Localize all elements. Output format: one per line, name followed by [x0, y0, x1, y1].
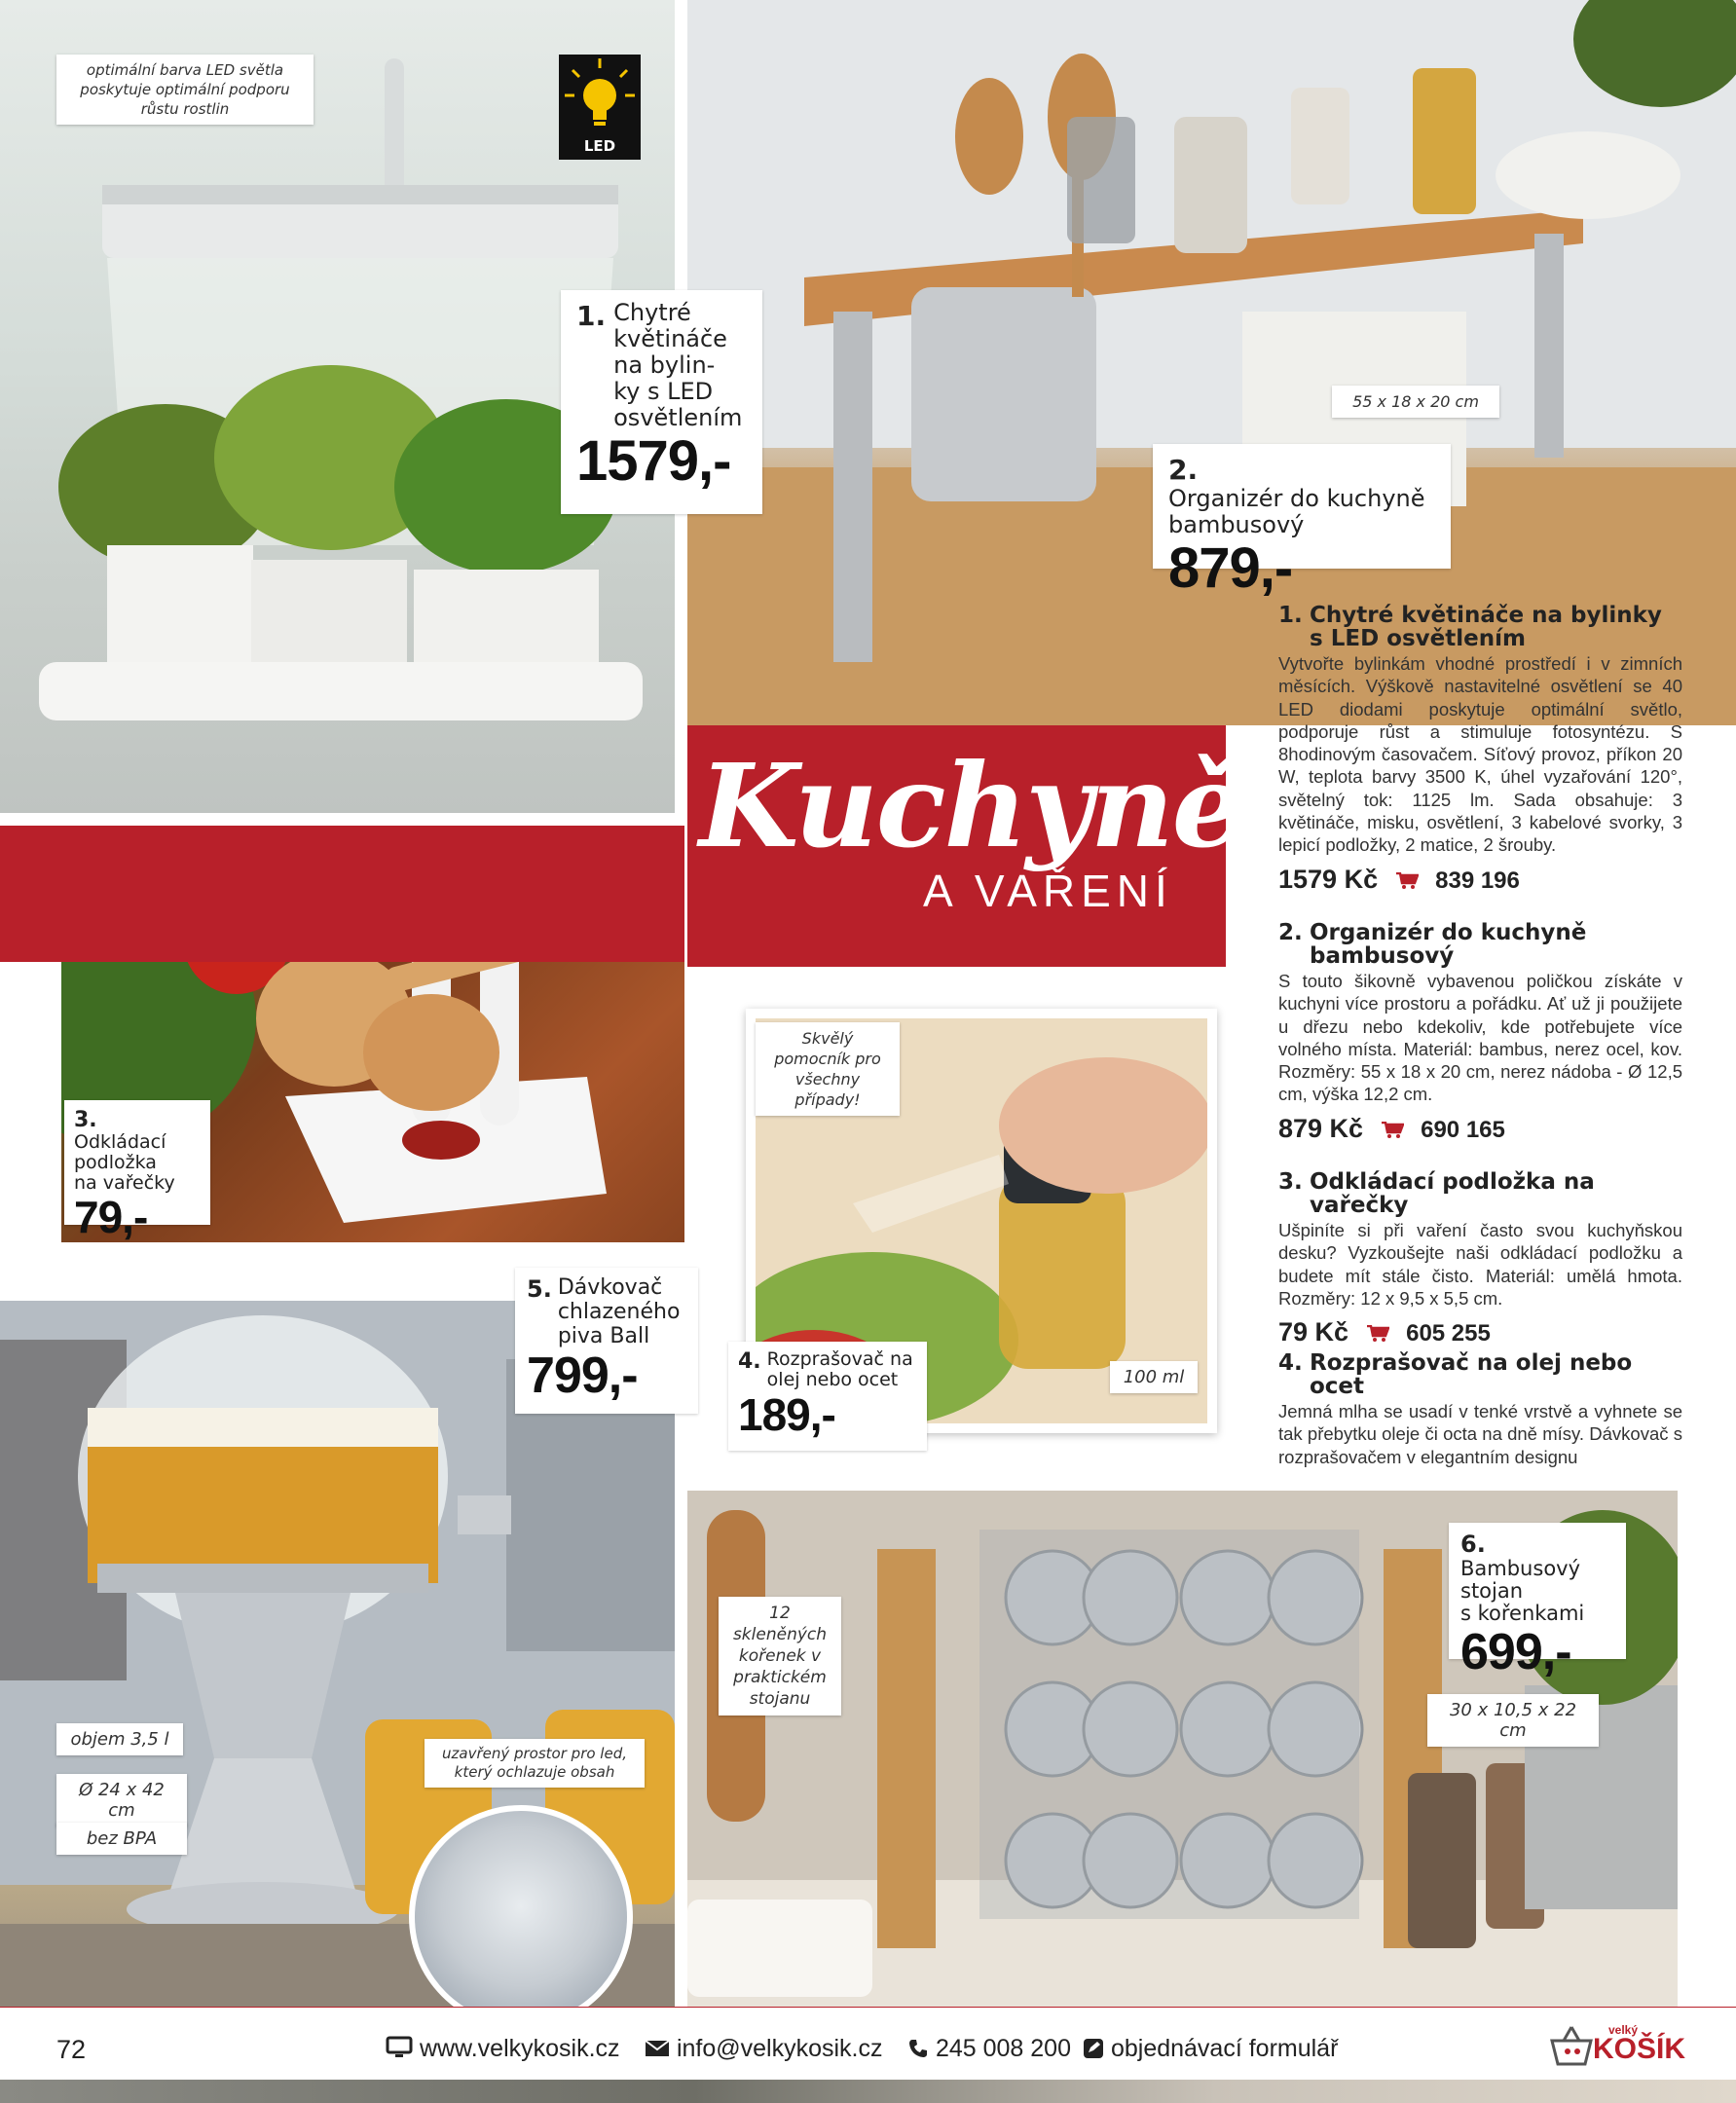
page-number: 72: [56, 2035, 87, 2064]
description-body: S touto šikovně vybavenou poličkou získáte v kuchyni více prostoru a pořádku. Ať už ji použijete u dřezu nebo kdekoliv, kde potřebujete více volného místa. Materiál: bambus, nerez ocel, kov. Rozměry: 55 x 18 x 20 cm, nerez nádoba - Ø 12,5 cm, výška 12,2 cm.: [1278, 971, 1682, 1105]
spice-jars-note: 12 skleněných kořenek v praktickém stojanu: [719, 1597, 841, 1716]
description-number: 1.: [1278, 603, 1303, 628]
beer-size-note: Ø 24 x 42 cm: [56, 1774, 187, 1826]
product-number: 5.: [527, 1275, 552, 1303]
description-body: Vytvořte bylinkám vhodné prostředí i v zimních měsících. Výškově nastavitelné osvětlení se 40 LED diodami poskytuje optimální světlo, podporuje růst a stimuluje fotosyntézu. S 8hodinovým časovačem. Síťový provoz, příkon 20 W, teplota barvy 3500 K, úhel vyzařování 120°, světelný tok: 1125 lm. Sada obsahuje: 3 květináče, misku, osvětlení, 3 kabelové svorky, 3 lepicí podložky, 2 matice, 2 šrouby.: [1278, 653, 1682, 856]
led-badge-label: LED: [583, 137, 616, 155]
price-box-product-5: [515, 1268, 698, 1414]
description-body: Jemná mlha se usadí v tenké vrstvě a vyhnete se tak přebytku oleje či octa na dně mísy. Dávkovač s rozprašovačem v elegantním designu: [1278, 1401, 1682, 1467]
lightbulb-icon: [559, 55, 641, 132]
footer-email[interactable]: [645, 2035, 883, 2063]
phone-number[interactable]: 245 008 200: [935, 2035, 1071, 2062]
product-name: Odkládací podložka na vařečky: [74, 1131, 175, 1194]
beer-bpa-note: bez BPA: [56, 1823, 187, 1855]
footer-website[interactable]: [386, 2035, 620, 2063]
basket-logo-icon: [1548, 2025, 1595, 2068]
description-price: 879 Kč: [1278, 1113, 1364, 1143]
product-price: 79,-: [74, 1192, 148, 1242]
product-name: Bambusový stojan s kořenkami: [1460, 1557, 1585, 1625]
monitor-icon: [386, 2036, 413, 2059]
cart-icon: [1395, 872, 1419, 890]
product-name: Chytré květináče na bylin- ky s LED osvětlením: [613, 299, 743, 431]
cart-icon: [1366, 1325, 1389, 1343]
product-number: 4.: [738, 1349, 761, 1374]
product-number: 6.: [1460, 1531, 1486, 1558]
description-code: 605 255: [1406, 1320, 1491, 1347]
website-link[interactable]: www.velkykosik.cz: [419, 2035, 620, 2062]
price-box-product-4: [728, 1342, 927, 1451]
brand-logo: [1548, 2017, 1684, 2072]
form-icon: [1083, 2038, 1104, 2059]
phone-icon: [907, 2038, 929, 2059]
description-price: 1579 Kč: [1278, 864, 1379, 894]
spice-size-note: 30 x 10,5 x 22 cm: [1427, 1694, 1599, 1747]
product-price: 189,-: [738, 1389, 835, 1440]
product-name: Dávkovač chlazeného piva Ball: [557, 1275, 681, 1348]
bottom-photo-strip: [0, 2080, 1736, 2103]
description-title: Odkládací podložka na vařečky: [1310, 1169, 1595, 1218]
envelope-icon: [645, 2039, 670, 2058]
description-title: Organizér do kuchyně bambusový: [1310, 920, 1587, 969]
led-color-note: optimální barva LED světla poskytuje optimální podporu růstu rostlin: [56, 55, 314, 125]
price-box-product-2: [1153, 444, 1451, 600]
product-number: 3.: [74, 1108, 97, 1132]
description-title: Rozprašovač na olej nebo ocet: [1310, 1350, 1633, 1399]
product-name: Rozprašovač na olej nebo ocet: [766, 1348, 913, 1390]
description-product-3: [1278, 1170, 1682, 1348]
spray-volume-note: 100 ml: [1110, 1361, 1198, 1393]
logo-small-text: velký: [1608, 2023, 1639, 2037]
section-title-caps: A VAŘENÍ: [923, 866, 1173, 916]
email-link[interactable]: info@velkykosik.cz: [676, 2035, 883, 2062]
description-number: 4.: [1278, 1350, 1303, 1376]
description-code: 690 165: [1421, 1116, 1505, 1143]
beer-volume-note: objem 3,5 l: [56, 1723, 183, 1755]
description-number: 3.: [1278, 1169, 1303, 1195]
led-badge: [559, 55, 641, 160]
footer-order-form[interactable]: [1083, 2035, 1338, 2063]
description-title: Chytré květináče na bylinky s LED osvětlením: [1310, 603, 1662, 651]
beer-ice-inset: [409, 1805, 633, 2029]
product-number: 2.: [1168, 454, 1199, 486]
footer-phone[interactable]: [907, 2035, 1071, 2063]
product-name: Organizér do kuchyně bambusový: [1168, 485, 1425, 538]
beer-ice-note: uzavřený prostor pro led, který ochlazuje obsah: [425, 1739, 645, 1788]
price-box-product-3: [64, 1100, 210, 1242]
order-form-link[interactable]: objednávací formulář: [1110, 2035, 1339, 2062]
section-title-script: Kuchyně: [699, 738, 1243, 873]
description-product-4: [1278, 1351, 1682, 1468]
product-price: 1579,-: [576, 429, 731, 493]
product-price: 799,-: [527, 1347, 638, 1404]
cart-icon: [1381, 1122, 1404, 1139]
product-price: 879,-: [1168, 536, 1293, 600]
description-number: 2.: [1278, 920, 1303, 945]
spray-helper-note: Skvělý pomocník pro všechny případy!: [756, 1022, 900, 1116]
price-box-product-6: [1449, 1523, 1626, 1680]
description-price: 79 Kč: [1278, 1317, 1349, 1347]
logo-big-text: KOŠÍK: [1593, 2033, 1686, 2065]
description-body: Ušpiníte si při vaření často svou kuchyňskou desku? Vyzkoušejte naši odkládací podložku a budete mít stále čisto. Materiál: umělá hmota. Rozměry: 12 x 9,5 x 5,5 cm.: [1278, 1220, 1682, 1309]
shelf-size-note: 55 x 18 x 20 cm: [1332, 386, 1499, 418]
description-product-1: [1278, 604, 1682, 896]
description-code: 839 196: [1435, 867, 1520, 894]
product-number: 1.: [576, 300, 607, 332]
price-box-product-1: [561, 290, 762, 514]
product-price: 699,-: [1460, 1624, 1571, 1680]
red-band-left: [0, 826, 684, 962]
description-product-2: [1278, 921, 1682, 1145]
